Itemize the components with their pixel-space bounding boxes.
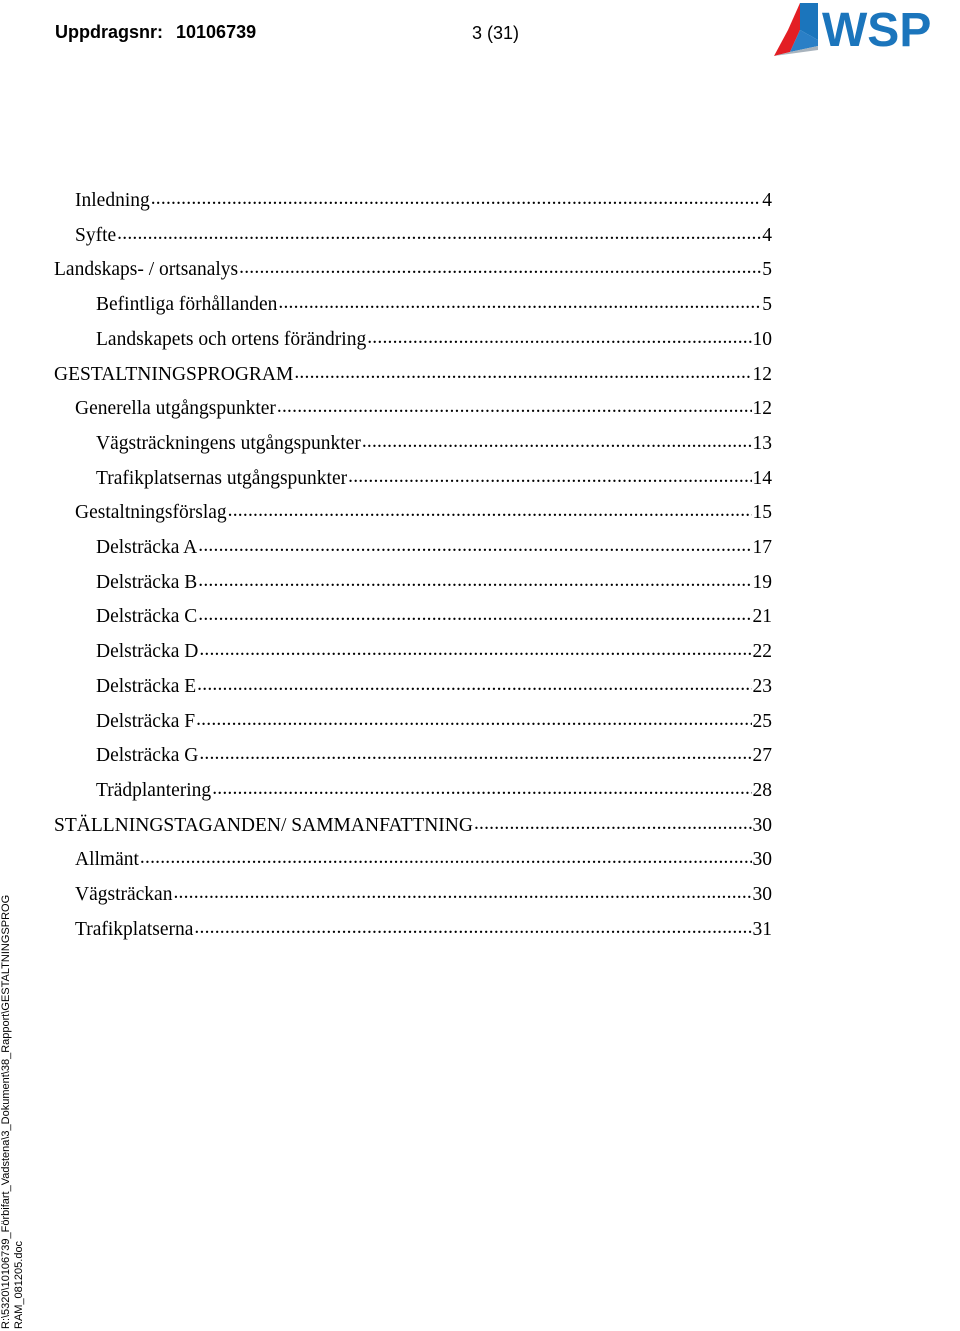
toc-entry-page: 5 xyxy=(762,294,772,316)
toc-entry-title: Delsträcka G xyxy=(96,745,199,767)
toc-entry[interactable] xyxy=(75,919,772,949)
toc-entry[interactable] xyxy=(96,329,772,359)
toc-dot-leader xyxy=(196,709,751,731)
toc-entry-page: 31 xyxy=(752,918,772,940)
toc-entry[interactable] xyxy=(96,641,772,671)
toc-entry-title: Delsträcka D xyxy=(96,641,199,663)
toc-entry-page: 10 xyxy=(752,328,772,350)
toc-entry[interactable] xyxy=(96,606,772,636)
toc-entry[interactable] xyxy=(75,398,772,428)
toc-dot-leader xyxy=(117,223,761,245)
toc-entry[interactable] xyxy=(75,190,772,220)
toc-dot-leader xyxy=(277,396,752,418)
toc-entry-page: 4 xyxy=(762,224,772,246)
toc-entry-page: 12 xyxy=(752,398,772,420)
toc-entry[interactable] xyxy=(96,676,772,706)
toc-entry[interactable] xyxy=(96,294,772,324)
toc-entry[interactable] xyxy=(96,572,772,602)
toc-dot-leader xyxy=(199,743,751,765)
toc-dot-leader xyxy=(212,778,751,800)
toc-entry-page: 17 xyxy=(752,537,772,558)
toc-dot-leader xyxy=(239,257,761,279)
toc-entry-page: 15 xyxy=(752,502,772,524)
toc-entry-title: Befintliga förhållanden xyxy=(96,294,278,316)
toc-dot-leader xyxy=(199,639,751,661)
toc-entry[interactable] xyxy=(75,502,772,532)
toc-entry-title: STÄLLNINGSTAGANDEN/ SAMMANFATTNING xyxy=(54,814,473,836)
page-indicator: 3 (31) xyxy=(472,23,520,43)
toc-entry[interactable] xyxy=(54,364,772,394)
toc-entry[interactable] xyxy=(54,259,772,289)
toc-entry-title: Generella utgångspunkter xyxy=(75,398,276,420)
wsp-logo xyxy=(770,0,960,62)
toc-entry-title: Delsträcka B xyxy=(96,571,198,593)
toc-entry-page: 4 xyxy=(762,190,772,211)
toc-entry-title: Inledning xyxy=(75,190,150,211)
toc-entry-title: Delsträcka C xyxy=(96,606,198,628)
toc-dot-leader xyxy=(367,327,751,349)
toc-entry[interactable] xyxy=(96,745,772,775)
toc-dot-leader xyxy=(228,500,752,522)
toc-entry-page: 22 xyxy=(752,641,772,663)
toc-entry[interactable] xyxy=(96,711,772,741)
logo-mark-icon xyxy=(774,3,818,56)
toc-entry-title: Landskaps- / ortsanalys xyxy=(54,259,239,281)
toc-entry-title: Trafikplatsernas utgångspunkter xyxy=(96,467,348,489)
toc-entry-title: Delsträcka F xyxy=(96,710,196,732)
file-path-footer xyxy=(0,895,26,1331)
logo-wordmark: WSP xyxy=(822,4,932,57)
toc-entry-page: 30 xyxy=(752,849,772,871)
toc-entry-title: Vägsträckningens utgångspunkter xyxy=(96,432,361,454)
toc-entry[interactable] xyxy=(96,433,772,463)
toc-entry-page: 25 xyxy=(752,710,772,732)
toc-entry-title: Delsträcka E xyxy=(96,675,197,697)
toc-dot-leader xyxy=(173,882,751,904)
toc-dot-leader xyxy=(140,847,752,869)
assignment-label: Uppdragsnr: xyxy=(55,22,163,42)
toc-entry-page: 27 xyxy=(752,745,772,767)
toc-entry[interactable] xyxy=(75,225,772,255)
assignment-value: 10106739 xyxy=(176,22,257,42)
toc-entry-title: Trafikplatserna xyxy=(75,918,194,940)
toc-entry-page: 12 xyxy=(752,363,772,385)
toc-entry-title: Syfte xyxy=(75,224,117,246)
toc-entry-page: 5 xyxy=(762,259,772,281)
file-path-line-2: RAM_081205.doc xyxy=(13,1240,25,1329)
toc-entry-title: Trädplantering xyxy=(96,779,212,801)
toc-entry[interactable] xyxy=(75,849,772,879)
toc-dot-leader xyxy=(348,466,751,488)
toc-dot-leader xyxy=(197,674,751,696)
toc-dot-leader xyxy=(278,292,761,314)
toc-entry-page: 23 xyxy=(752,675,772,697)
toc-entry[interactable] xyxy=(96,468,772,498)
toc-dot-leader xyxy=(294,362,751,384)
toc-entry-title: Landskapets och ortens förändring xyxy=(96,328,367,350)
toc-entry[interactable] xyxy=(54,815,772,845)
toc-dot-leader xyxy=(198,570,751,592)
assignment-number xyxy=(55,22,256,43)
toc-entry-page: 13 xyxy=(752,432,772,454)
toc-entry-page: 28 xyxy=(752,779,772,801)
toc-entry[interactable] xyxy=(96,780,772,810)
toc-entry[interactable] xyxy=(75,884,772,914)
toc-dot-leader xyxy=(198,535,751,557)
toc-entry-title: GESTALTNINGSPROGRAM xyxy=(54,363,294,385)
toc-entry-page: 30 xyxy=(752,814,772,836)
toc-entry-page: 14 xyxy=(752,467,772,489)
toc-entry[interactable] xyxy=(96,537,772,567)
toc-entry-title: Delsträcka A xyxy=(96,537,198,558)
toc-entry-page: 19 xyxy=(752,571,772,593)
toc-dot-leader xyxy=(194,917,751,939)
toc-dot-leader xyxy=(198,604,751,626)
toc-dot-leader xyxy=(362,431,752,453)
toc-entry-page: 21 xyxy=(752,606,772,628)
toc-entry-page: 30 xyxy=(752,884,772,905)
toc-dot-leader xyxy=(151,188,762,210)
toc-entry-title: Allmänt xyxy=(75,849,139,871)
toc-entry-title: Gestaltningsförslag xyxy=(75,502,227,524)
toc-entry-title: Vägsträckan xyxy=(75,884,173,905)
file-path-line-1: R:\5320\10106739_Förbifart_Vadstena\3_Dokument\38_Rapport\GESTALTNINGSPROG xyxy=(0,894,12,1329)
toc-dot-leader xyxy=(474,813,752,835)
